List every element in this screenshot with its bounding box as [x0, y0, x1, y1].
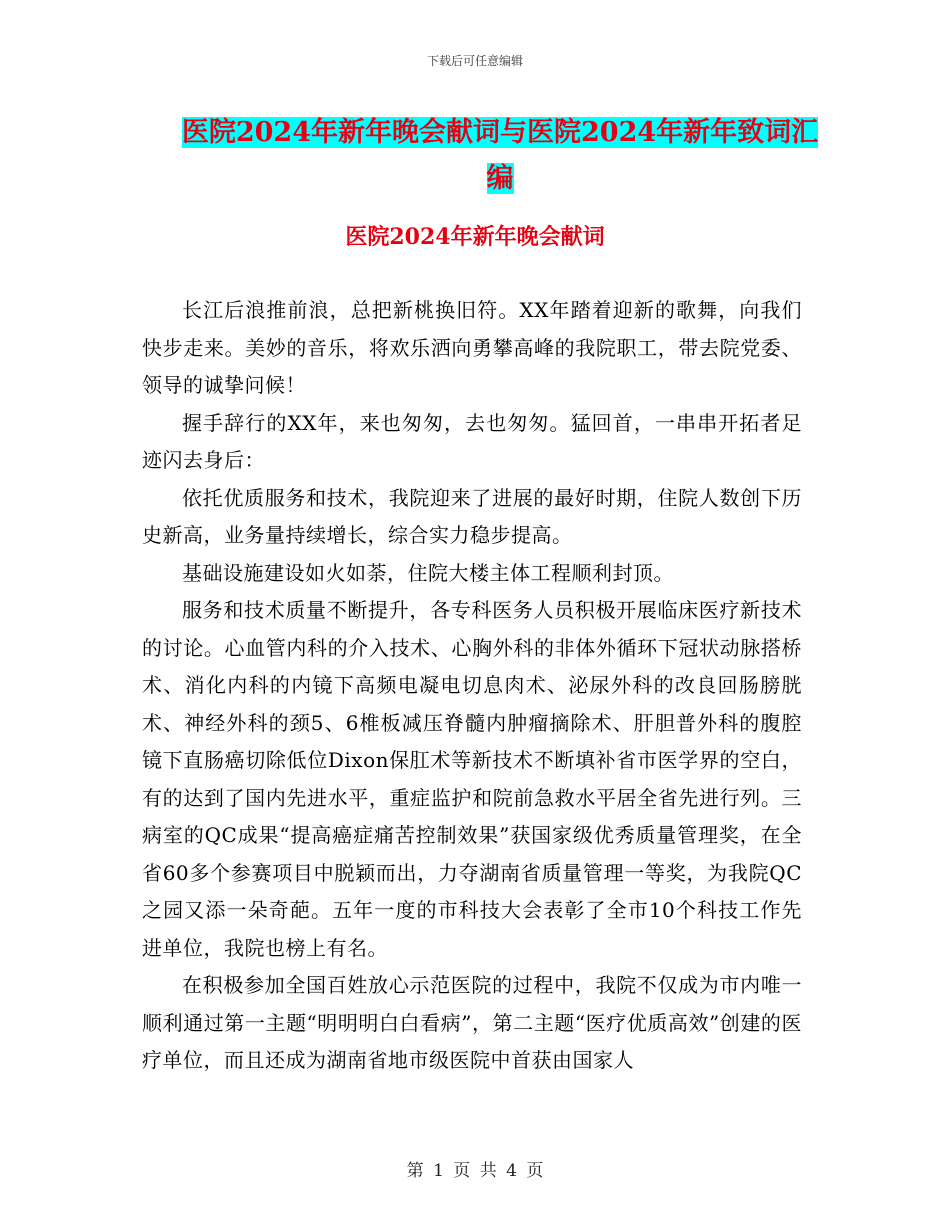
paragraph: 在积极参加全国百姓放心示范医院的过程中，我院不仅成为市内唯一顺利通过第一主题“明明明白白看病”，第二主题“医疗优质高效”创建的医疗单位，而且还成为湖南省地市级医院中首获由国家人	[142, 973, 802, 1072]
document-title-text: 医院2024年新年晚会献词与医院2024年新年致词汇编	[181, 117, 819, 194]
paragraph: 服务和技术质量不断提升，各专科医务人员积极开展临床医疗新技术的讨论。心血管内科的介入技术、心胸外科的非体外循环下冠状动脉搭桥术、消化内科的内镜下高频电凝电切息肉术、泌尿外科的改良回肠膀胱术、神经外科的颈5、6椎板减压脊髓内肿瘤摘除术、肝胆普外科的腹腔镜下直肠癌切除低位Dixon保肛术等新技术不断填补省市医学界的空白，有的达到了国内先进水平，重症监护和院前急救水平居全省先进行列。三病室的QC成果“提高癌症痛苦控制效果”获国家级优秀质量管理奖，在全省60多个参赛项目中脱颖而出，力夺湖南省质量管理一等奖，为我院QC之园又添一朵奇葩。五年一度的市科技大会表彰了全市10个科技工作先进单位，我院也榜上有名。	[142, 598, 802, 960]
paragraph: 基础设施建设如火如荼，住院大楼主体工程顺利封顶。	[182, 560, 674, 585]
paragraph: 握手辞行的XX年，来也匆匆，去也匆匆。猛回首，一串串开拓者足迹闪去身后：	[142, 410, 802, 472]
body-text	[142, 292, 802, 1080]
paragraph: 长江后浪推前浪，总把新桃换旧符。XX年踏着迎新的歌舞，向我们快步走来。美妙的音乐，将欢乐洒向勇攀高峰的我院职工，带去院党委、领导的诚挚问候！	[142, 298, 802, 397]
document-title	[170, 110, 830, 202]
paragraph: 依托优质服务和技术，我院迎来了进展的最好时期，住院人数创下历史新高，业务量持续增长，综合实力稳步提高。	[142, 485, 802, 547]
section-title: 医院2024年新年晚会献词	[345, 224, 605, 250]
header-note: 下载后可任意编辑	[426, 54, 523, 68]
page-indicator: 第 1 页 共 4 页	[406, 1161, 544, 1181]
